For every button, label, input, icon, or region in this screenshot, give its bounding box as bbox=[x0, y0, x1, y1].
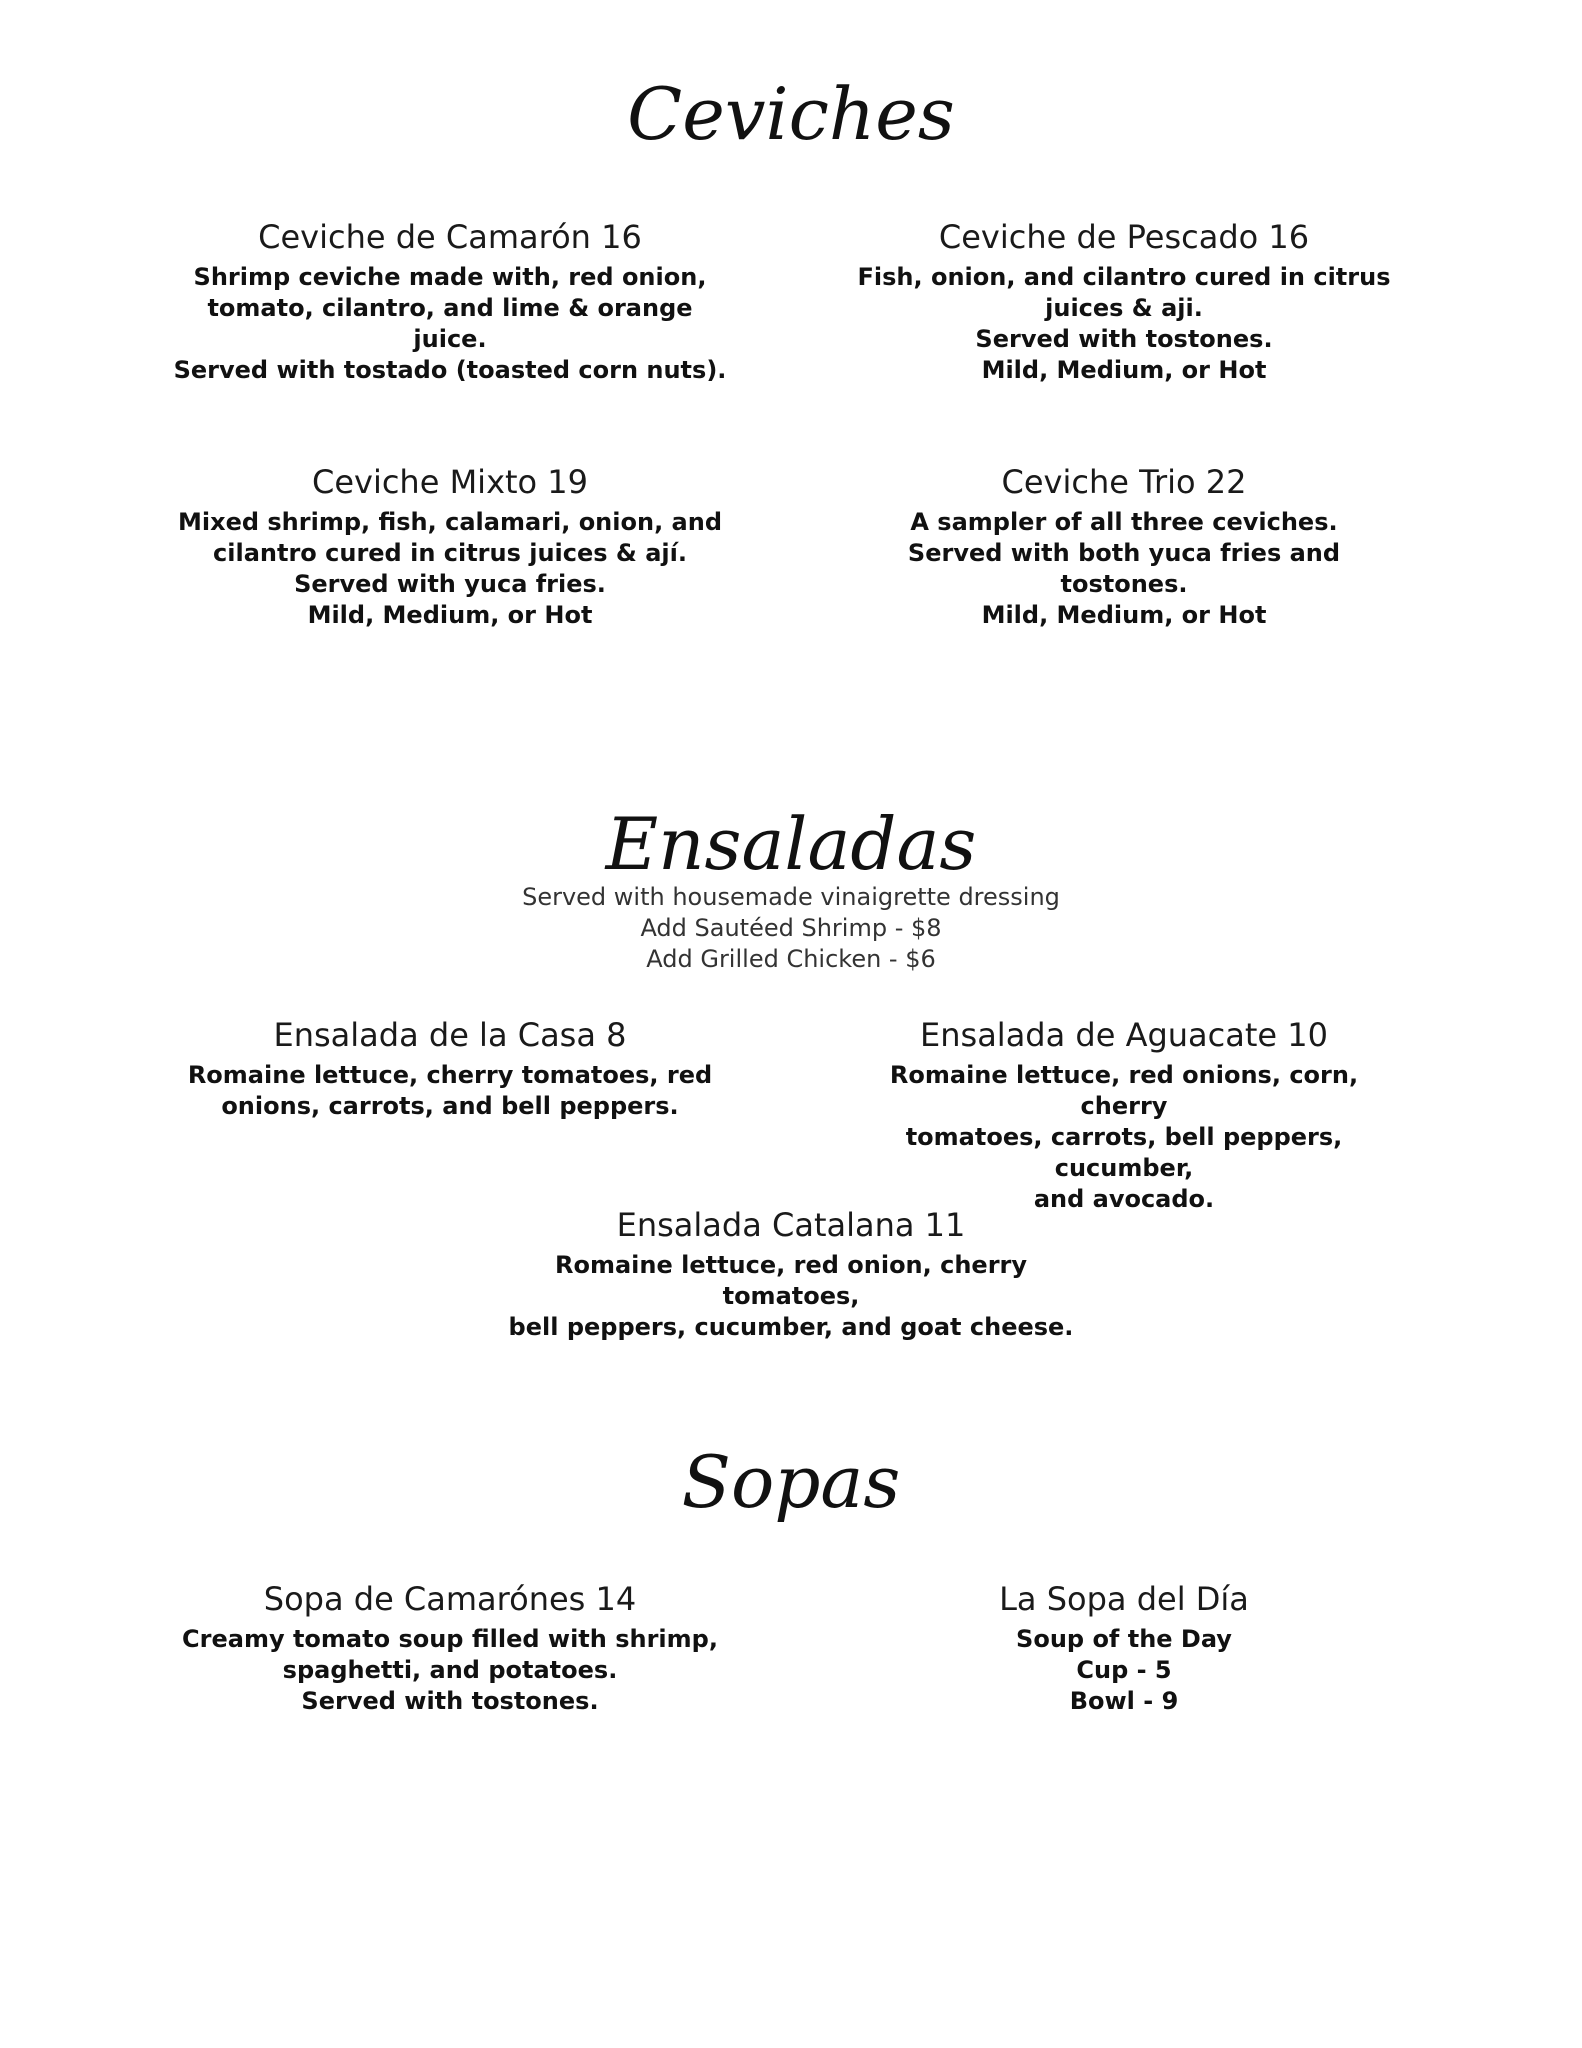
menu-item-ceviche-de-pescado bbox=[844, 218, 1404, 386]
menu-item-sopa-de-camarones bbox=[170, 1580, 730, 1717]
description-line: A sampler of all three ceviches. bbox=[910, 508, 1338, 536]
description-line: Mild, Medium, or Hot bbox=[981, 356, 1267, 384]
ceviches-title: Ceviches bbox=[627, 72, 955, 156]
menu-item-description bbox=[844, 262, 1404, 386]
description-line: Soup of the Day bbox=[1016, 1625, 1232, 1653]
menu-item-description bbox=[170, 1624, 730, 1717]
description-line: and avocado. bbox=[1033, 1185, 1215, 1213]
sopas-title: Sopas bbox=[681, 1440, 901, 1524]
description-line: bell peppers, cucumber, and goat cheese. bbox=[508, 1313, 1074, 1341]
description-line: Served with yuca fries. bbox=[294, 570, 606, 598]
description-line: Fish, onion, and cilantro cured in citrus bbox=[857, 263, 1391, 291]
menu-item-name: Ceviche de Camarón 16 bbox=[258, 218, 642, 256]
menu-item-name: Ceviche de Pescado 16 bbox=[938, 218, 1310, 256]
menu-item-description bbox=[170, 262, 730, 386]
description-line: Served with tostones. bbox=[975, 325, 1273, 353]
description-line: Mild, Medium, or Hot bbox=[307, 601, 593, 629]
menu-item-name: La Sopa del Día bbox=[999, 1580, 1249, 1618]
description-line: Romaine lettuce, cherry tomatoes, red bbox=[187, 1061, 713, 1089]
menu-item-ensalada-de-la-casa bbox=[170, 1016, 730, 1122]
note-line: Add Grilled Chicken - $6 bbox=[646, 945, 936, 973]
description-line: Served with both yuca fries and tostones. bbox=[907, 539, 1341, 598]
menu-item-name: Ensalada de Aguacate 10 bbox=[920, 1016, 1328, 1054]
menu-item-ceviche-trio bbox=[844, 463, 1404, 631]
menu-item-name: Ceviche Mixto 19 bbox=[311, 463, 589, 501]
menu-item-description bbox=[170, 1060, 730, 1122]
description-line: juices & aji. bbox=[1045, 294, 1203, 322]
menu-item-name: Ensalada de la Casa 8 bbox=[273, 1016, 627, 1054]
description-line: Creamy tomato soup filled with shrimp, bbox=[182, 1625, 718, 1653]
menu-item-description bbox=[844, 1624, 1404, 1717]
description-line: Mild, Medium, or Hot bbox=[981, 601, 1267, 629]
description-line: cilantro cured in citrus juices & ají. bbox=[213, 539, 687, 567]
description-line: Served with tostones. bbox=[301, 1687, 599, 1715]
menu-item-description bbox=[844, 1060, 1404, 1215]
description-line: Cup - 5 bbox=[1076, 1656, 1172, 1684]
ensaladas-notes bbox=[0, 882, 1582, 975]
description-line: spaghetti, and potatoes. bbox=[282, 1656, 618, 1684]
ensaladas-title: Ensaladas bbox=[605, 802, 977, 886]
menu-item-ceviche-de-camaron bbox=[170, 218, 730, 386]
menu-item-name: Ceviche Trio 22 bbox=[1001, 463, 1247, 501]
description-line: Bowl - 9 bbox=[1069, 1687, 1179, 1715]
menu-item-description bbox=[170, 507, 730, 631]
description-line: Romaine lettuce, red onions, corn, cherry bbox=[889, 1061, 1359, 1120]
menu-item-name: Sopa de Camarónes 14 bbox=[263, 1580, 637, 1618]
menu-item-description bbox=[491, 1250, 1091, 1343]
menu-item-la-sopa-del-dia bbox=[844, 1580, 1404, 1717]
menu-item-ensalada-de-aguacate bbox=[844, 1016, 1404, 1215]
menu-item-name: Ensalada Catalana 11 bbox=[616, 1206, 966, 1244]
description-line: onions, carrots, and bell peppers. bbox=[221, 1092, 679, 1120]
description-line: tomato, cilantro, and lime & orange juice. bbox=[207, 294, 693, 353]
description-line: Shrimp ceviche made with, red onion, bbox=[193, 263, 707, 291]
description-line: Served with tostado (toasted corn nuts). bbox=[173, 356, 727, 384]
menu-item-description bbox=[844, 507, 1404, 631]
description-line: Romaine lettuce, red onion, cherry tomatoes, bbox=[554, 1251, 1028, 1310]
note-line: Add Sautéed Shrimp - $8 bbox=[640, 914, 942, 942]
note-line: Served with housemade vinaigrette dressing bbox=[522, 883, 1060, 911]
description-line: Mixed shrimp, fish, calamari, onion, and bbox=[177, 508, 723, 536]
menu-item-ceviche-mixto bbox=[170, 463, 730, 631]
menu-item-ensalada-catalana bbox=[491, 1206, 1091, 1343]
description-line: tomatoes, carrots, bell peppers, cucumber, bbox=[905, 1123, 1343, 1182]
